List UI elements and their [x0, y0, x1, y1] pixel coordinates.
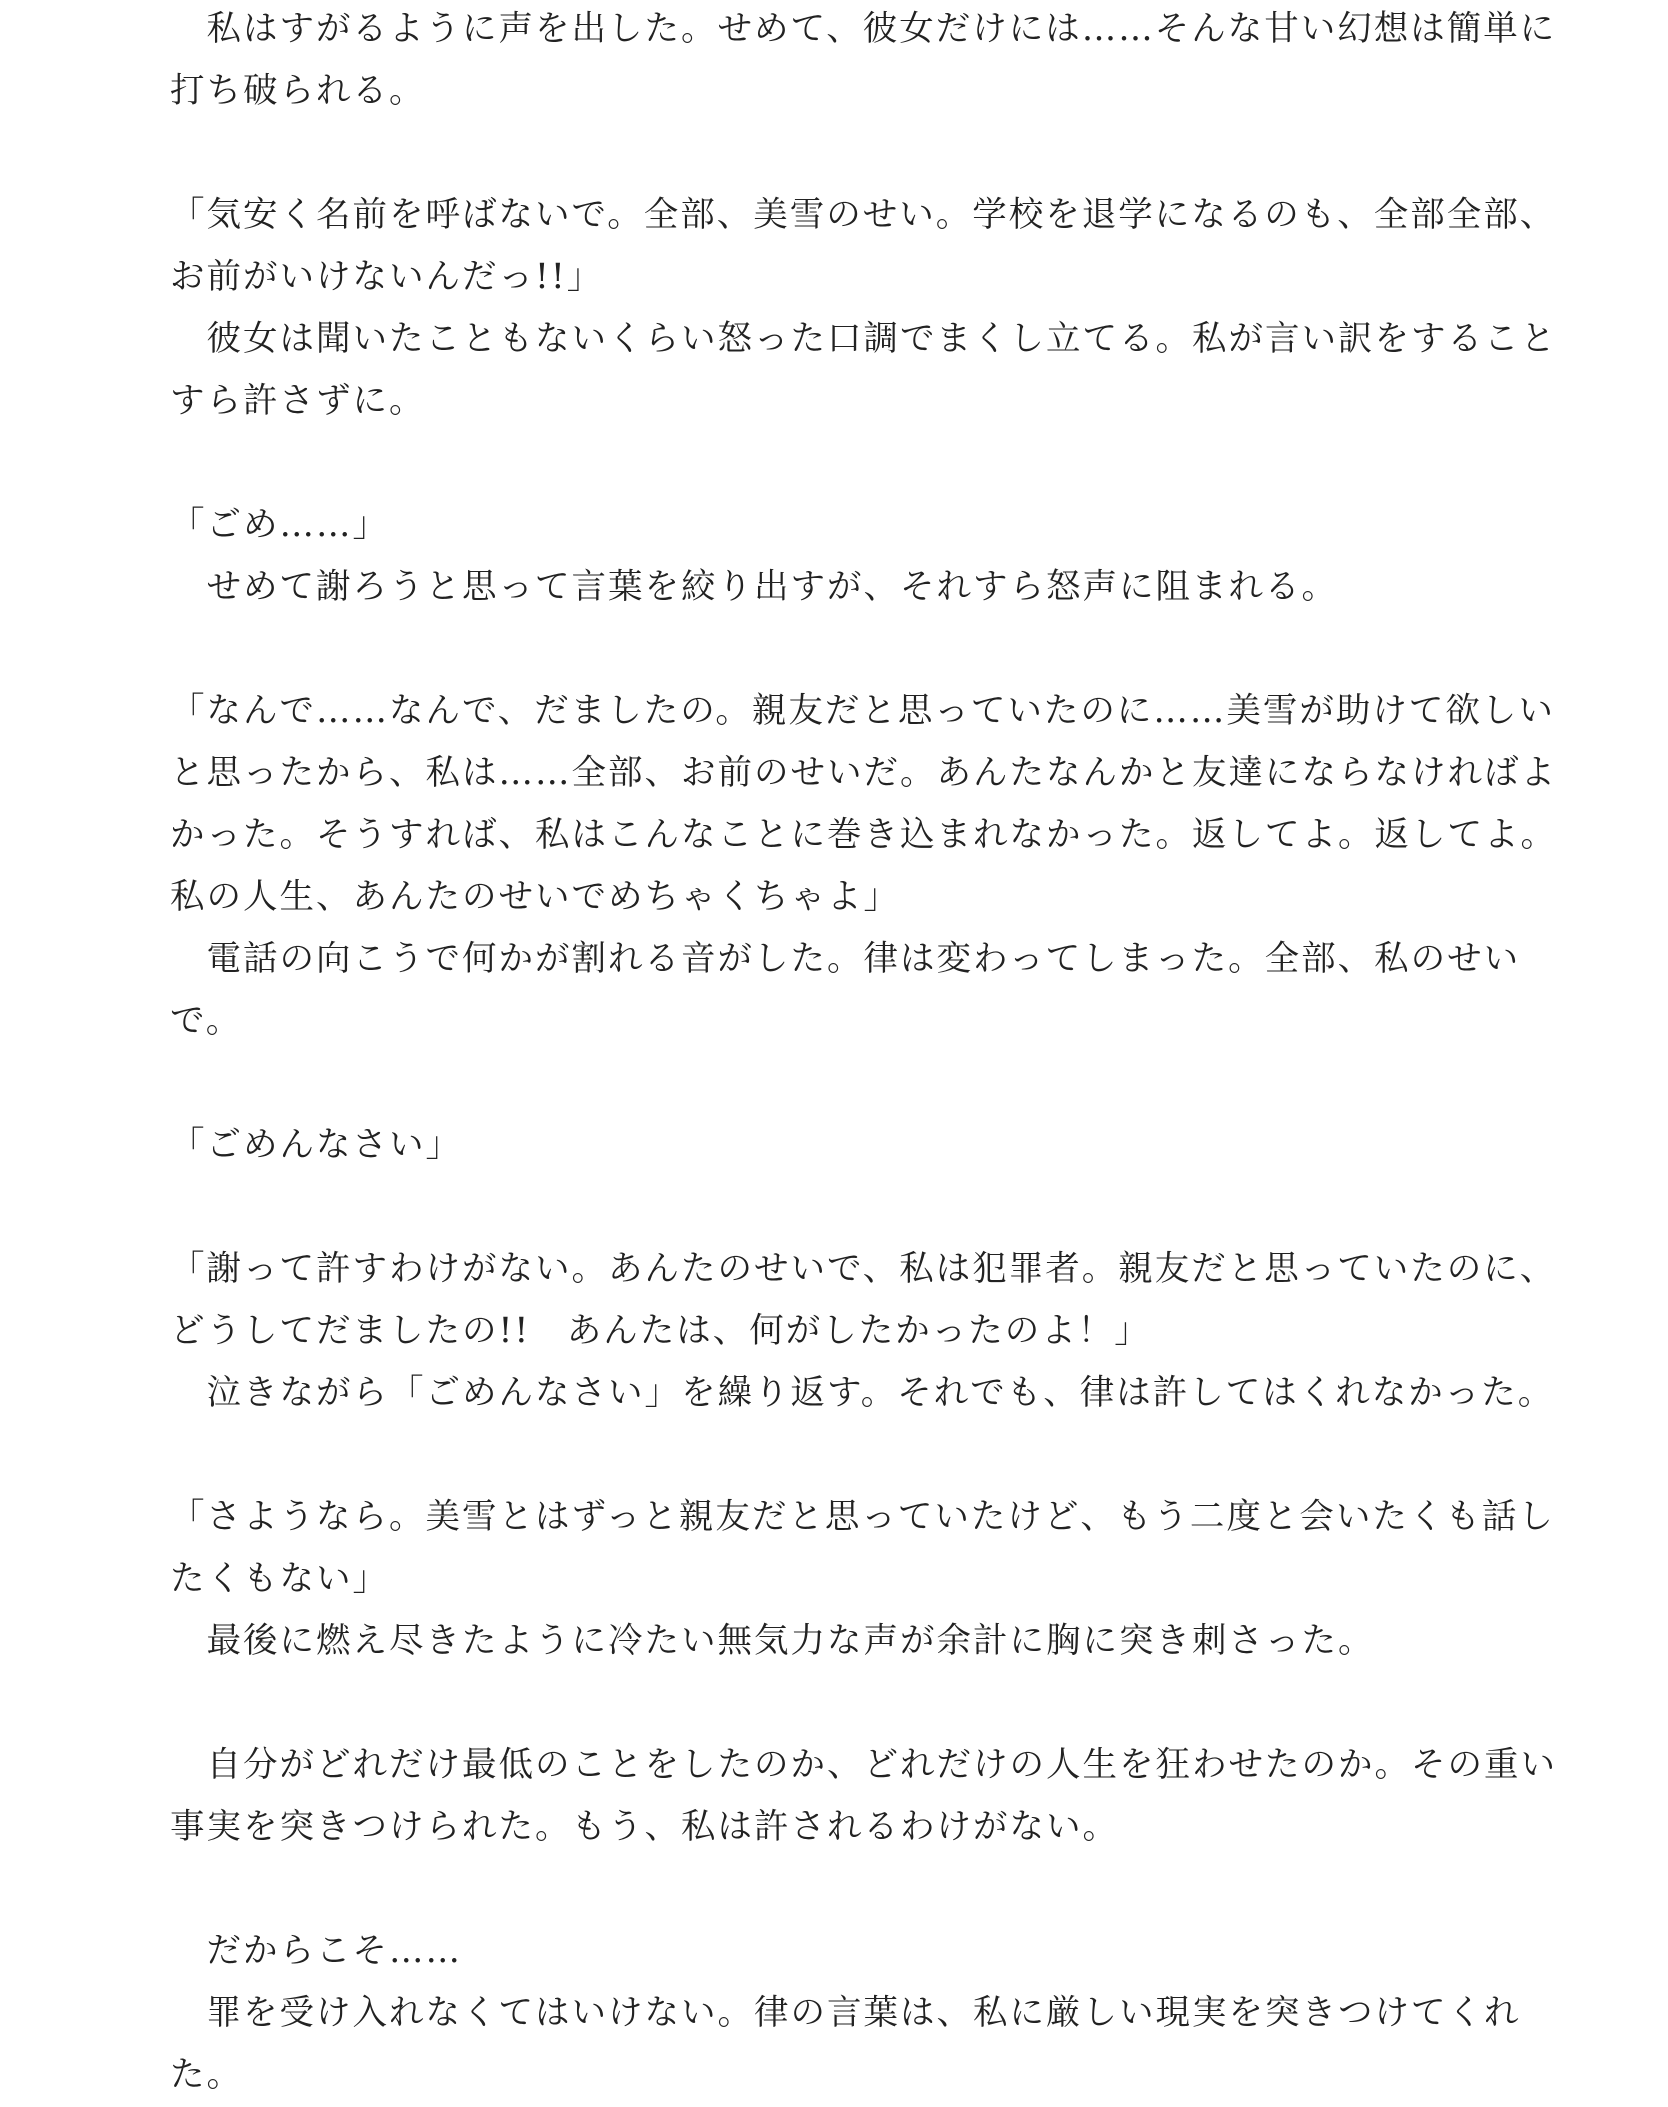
text-line: 泣きながら「ごめんなさい」を繰り返す。それでも、律は許してはくれなかった。 — [170, 1373, 1555, 1413]
blank-line — [170, 618, 1510, 680]
text-line: たくもない」 — [170, 1559, 389, 1599]
text-line: 打ち破られる。 — [170, 71, 426, 111]
text-line: かった。そうすれば、私はこんなことに巻き込まれなかった。返してよ。返してよ。 — [170, 815, 1557, 855]
text-line: だからこそ…… — [170, 1931, 462, 1971]
text-line: 最後に燃え尽きたように冷たい無気力な声が余計に胸に突き刺さった。 — [170, 1621, 1375, 1661]
body-text — [170, 0, 1557, 2106]
text-line: 「さようなら。美雪とはずっと親友だと思っていたけど、もう二度と会いたくも話し — [170, 1497, 1555, 1537]
text-line: で。 — [170, 1001, 243, 1041]
blank-line — [170, 1052, 1510, 1114]
text-line: た。 — [170, 2055, 243, 2095]
blank-line — [170, 1176, 1510, 1238]
text-line: すら許さずに。 — [170, 381, 426, 421]
text-line: と思ったから、私は……全部、お前のせいだ。あんたなんかと友達にならなければよ — [170, 753, 1557, 793]
blank-line — [170, 1858, 1510, 1920]
text-line: 「謝って許すわけがない。あんたのせいで、私は犯罪者。親友だと思っていたのに、 — [170, 1249, 1557, 1289]
text-line: 電話の向こうで何かが割れる音がした。律は変わってしまった。全部、私のせい — [170, 939, 1521, 979]
blank-line — [170, 122, 1510, 184]
text-line: 彼女は聞いたこともないくらい怒った口調でまくし立てる。私が言い訳をすること — [170, 319, 1557, 359]
text-line: 「なんで……なんで、だましたの。親友だと思っていたのに……美雪が助けて欲しい — [170, 691, 1555, 731]
text-line: 「ごめ……」 — [170, 505, 389, 545]
text-line: 事実を突きつけられた。もう、私は許されるわけがない。 — [170, 1807, 1119, 1847]
blank-line — [170, 1424, 1510, 1486]
blank-line — [170, 432, 1510, 494]
text-line: お前がいけないんだっ!!」 — [170, 257, 604, 297]
text-line: 「気安く名前を呼ばないで。全部、美雪のせい。学校を退学になるのも、全部全部、 — [170, 195, 1557, 235]
text-line: 罪を受け入れなくてはいけない。律の言葉は、私に厳しい現実を突きつけてくれ — [170, 1993, 1521, 2033]
text-line: 「ごめんなさい」 — [170, 1125, 462, 1165]
text-line: どうしてだましたの!! あんたは、何がしたかったのよ！」 — [170, 1311, 1151, 1351]
text-line: せめて謝ろうと思って言葉を絞り出すが、それすら怒声に阻まれる。 — [170, 567, 1338, 607]
text-line: 自分がどれだけ最低のことをしたのか、どれだけの人生を狂わせたのか。その重い — [170, 1745, 1557, 1785]
text-line: 私はすがるように声を出した。せめて、彼女だけには……そんな甘い幻想は簡単に — [170, 9, 1557, 49]
blank-line — [170, 1672, 1510, 1734]
text-line: 私の人生、あんたのせいでめちゃくちゃよ」 — [170, 877, 900, 917]
